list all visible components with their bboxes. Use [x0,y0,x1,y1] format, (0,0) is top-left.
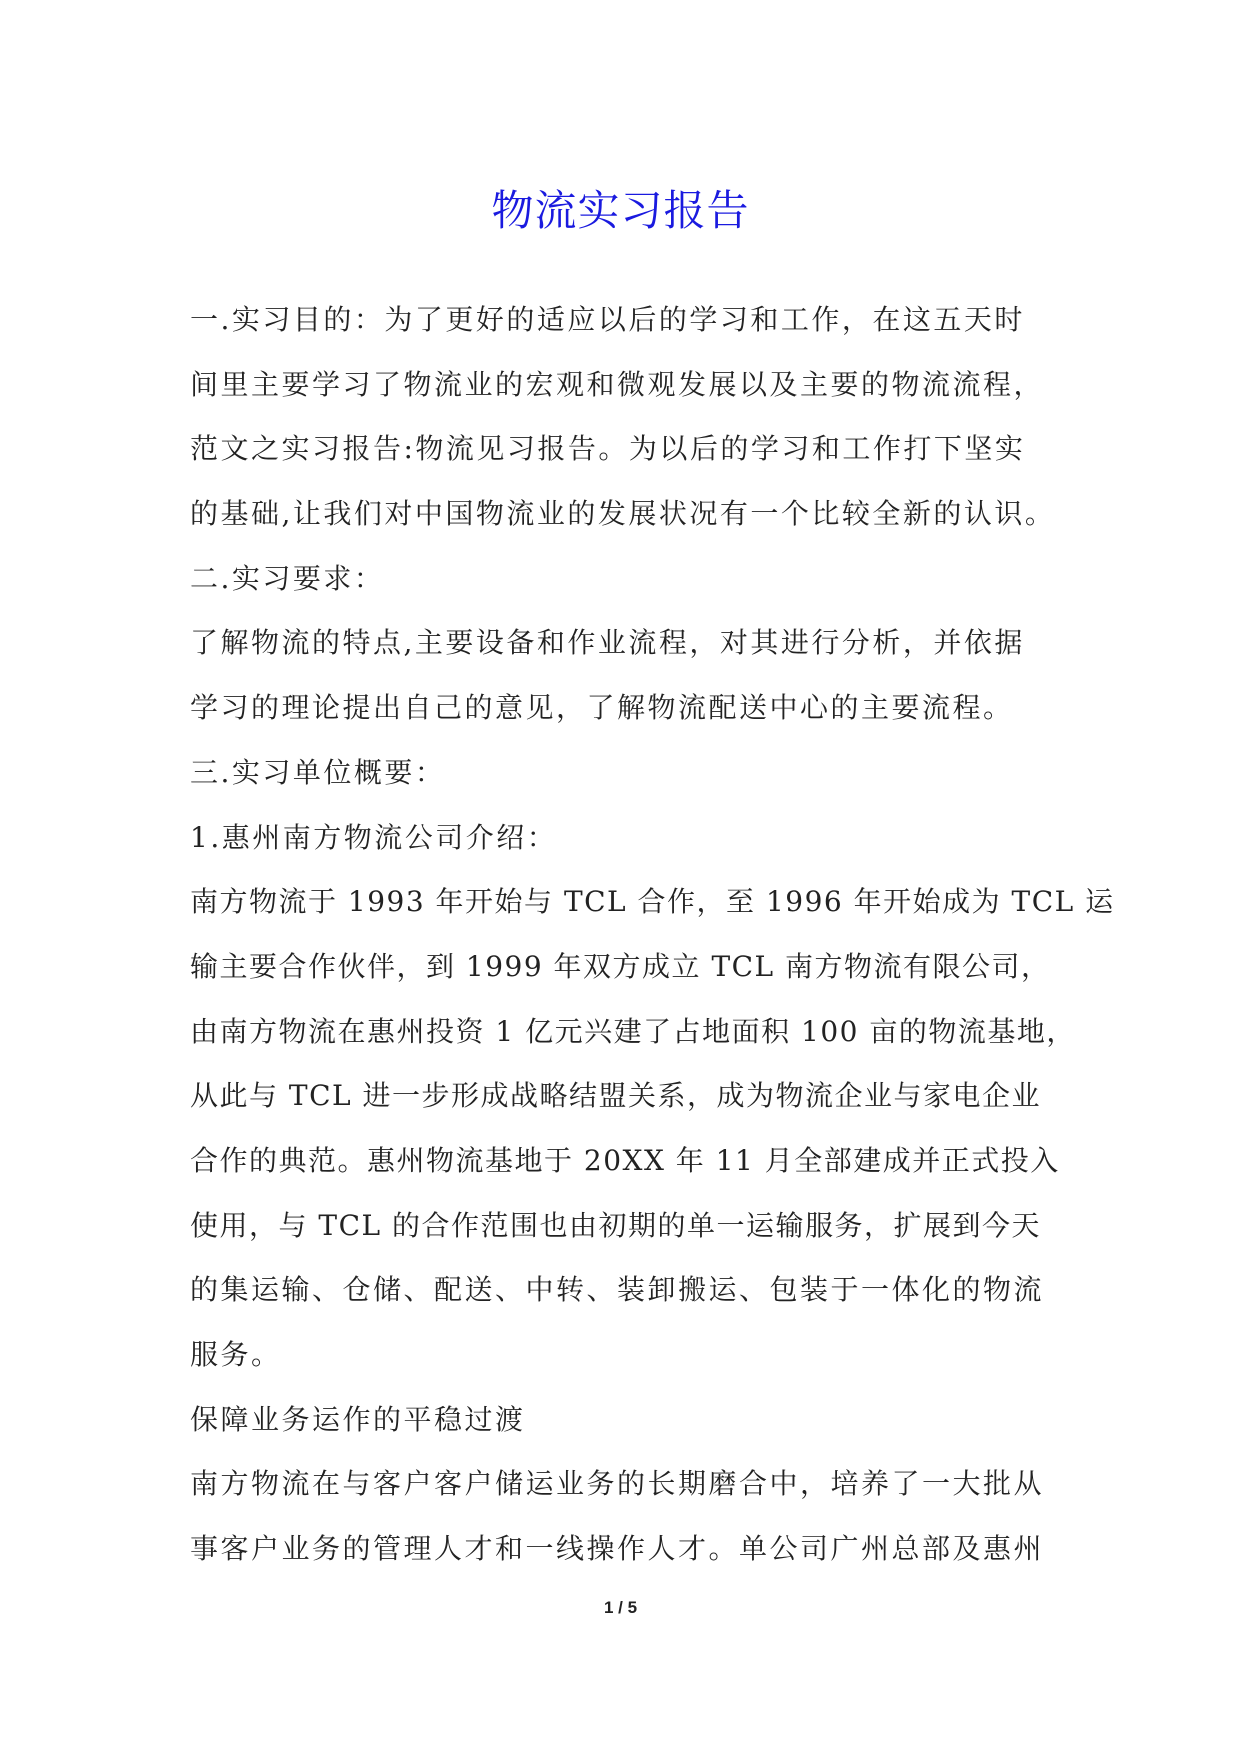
body-line: 一.实习目的：为了更好的适应以后的学习和工作，在这五天时 [190,303,1025,336]
body-line: 事客户业务的管理人才和一线操作人才。单公司广州总部及惠州 [190,1532,1045,1566]
body-line: 输主要合作伙伴，到 1999 年双方成立 TCL 南方物流有限公司， [190,949,1051,983]
body-line: 的基础,让我们对中国物流业的发展状况有一个比较全新的认识。 [190,497,1056,531]
body-line: 服务。 [190,1338,282,1371]
section-heading: 三.实习单位概要： [190,755,446,789]
subsection-heading: 1.惠州南方物流公司介绍： [190,820,558,854]
body-line: 使用，与 TCL 的合作范围也由初期的单一运输服务，扩展到今天 [190,1208,1041,1242]
body-line: 间里主要学习了物流业的宏观和微观发展以及主要的物流流程， [190,367,1045,401]
page-number: 1 / 5 [603,1598,638,1617]
body-line: 南方物流在与客户客户储运业务的长期磨合中，培养了一大批从 [190,1467,1045,1501]
body-line: 学习的理论提出自己的意见，了解物流配送中心的主要流程。 [190,691,1014,725]
body-line: 了解物流的特点,主要设备和作业流程，对其进行分析，并依据 [190,626,1025,660]
body-line: 合作的典范。惠州物流基地于 20XX 年 11 月全部建成并正式投入 [190,1143,1060,1177]
document-body [190,288,1115,1582]
subsection-heading: 保障业务运作的平稳过渡 [190,1402,526,1436]
section-heading: 二.实习要求： [190,561,385,595]
document-title: 物流实习报告 [491,186,750,236]
body-line: 南方物流于 1993 年开始与 TCL 合作，至 1996 年开始成为 TCL 运 [190,885,1115,919]
body-line: 由南方物流在惠州投资 1 亿元兴建了占地面积 100 亩的物流基地， [190,1014,1076,1048]
body-line: 从此与 TCL 进一步形成战略结盟关系，成为物流企业与家电企业 [190,1079,1041,1113]
body-line: 范文之实习报告:物流见习报告。为以后的学习和工作打下坚实 [190,432,1026,466]
body-line: 的集运输、仓储、配送、中转、装卸搬运、包装于一体化的物流 [190,1273,1045,1307]
